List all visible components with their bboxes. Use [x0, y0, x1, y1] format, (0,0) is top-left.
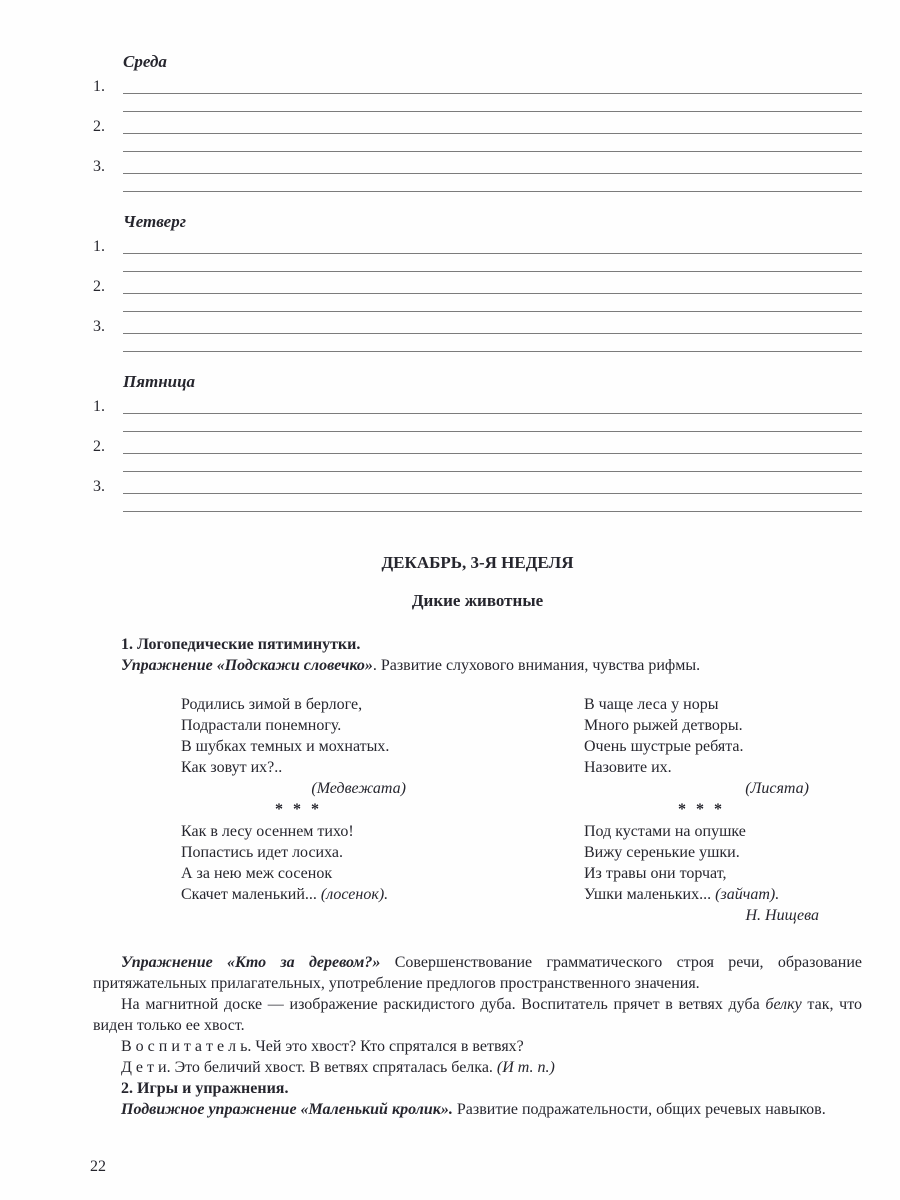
poem-line: В чаще леса у норы: [584, 696, 719, 713]
page-number: 22: [90, 1158, 106, 1175]
weekly-plan-section: [93, 50, 862, 512]
section-2-heading: 2. Игры и упражнения.: [121, 1080, 289, 1097]
writing-lines: [123, 76, 862, 112]
poem-author: Н. Нищева: [745, 907, 819, 924]
week-title: ДЕКАБРЬ, 3-Я НЕДЕЛЯ: [381, 553, 574, 572]
exercise-title: Подвижное упражнение «Маленький кролик».: [121, 1101, 453, 1118]
exercise-title: Упражнение «Подскажи словечко»: [121, 657, 373, 674]
ruled-line: [123, 76, 862, 94]
item-number: 3.: [93, 158, 105, 175]
writing-lines: [123, 236, 862, 272]
poem-line: Из травы они торчат,: [584, 865, 727, 882]
plan-item: [93, 76, 862, 112]
exercise-description: Совершенствование грамматического строя речи, образование притяжательных прилагательных, употребление предлогов пространственного значения.: [93, 954, 862, 992]
stars-separator: * * *: [678, 801, 725, 818]
item-number: 2.: [93, 438, 105, 455]
plan-item: [93, 156, 862, 192]
poem-column-left: [181, 694, 416, 926]
stars-separator: * * *: [275, 801, 322, 818]
ruled-line: [123, 494, 862, 512]
topic-title: Дикие животные: [411, 591, 544, 610]
poems-block: [181, 694, 862, 926]
item-number: 3.: [93, 318, 105, 335]
exercise-description: . Развитие слухового внимания, чувства рифмы.: [372, 657, 701, 674]
day-block-wednesday: [93, 50, 862, 192]
day-heading-wednesday: Среда: [123, 52, 167, 71]
poem-hare-leverets: [584, 821, 819, 926]
poem-line: Много рыжей детворы.: [584, 717, 743, 734]
day-block-friday: [93, 370, 862, 512]
writing-lines: [123, 436, 862, 472]
ruled-line: [123, 334, 862, 352]
item-number: 1.: [93, 238, 105, 255]
poem-line-text: Скачет маленький...: [181, 886, 321, 903]
ruled-line: [123, 236, 862, 254]
paragraph-text: На магнитной доске — изображение раскидистого дуба. Воспитатель прячет в ветвях дуба: [121, 996, 766, 1013]
plan-item: [93, 436, 862, 472]
poem-line: Вижу серенькие ушки.: [584, 844, 740, 861]
poem-line: Подрастали понемногу.: [181, 717, 342, 734]
poem-answer-inline: (зайчат).: [715, 886, 780, 903]
poem-line: Как в лесу осеннем тихо!: [181, 823, 354, 840]
poem-line: А за нею меж сосенок: [181, 865, 333, 882]
poem-answer: (Лисята): [745, 780, 809, 797]
poem-line: Назовите их.: [584, 759, 672, 776]
writing-lines: [123, 396, 862, 432]
poem-answer: (Медвежата): [311, 780, 406, 797]
ruled-line: [123, 294, 862, 312]
exercise-kto-za-derevom: [93, 952, 862, 994]
plan-item: [93, 476, 862, 512]
ruled-line: [123, 94, 862, 112]
dialog-teacher-line: В о с п и т а т е л ь. Чей это хвост? Кто спрятался в ветвях?: [121, 1038, 524, 1055]
ruled-line: [123, 116, 862, 134]
ruled-line: [123, 476, 862, 494]
plan-item: [93, 116, 862, 152]
exercise-malenkiy-krolik: [93, 1099, 862, 1120]
exercise-description: Развитие подражательности, общих речевых навыков.: [452, 1101, 826, 1118]
ruled-line: [123, 254, 862, 272]
ruled-line: [123, 414, 862, 432]
ruled-line: [123, 174, 862, 192]
exercise-podskaji-slovechko: [93, 655, 862, 676]
day-heading-friday: Пятница: [123, 372, 196, 391]
ruled-line: [123, 276, 862, 294]
plan-item: [93, 236, 862, 272]
poem-line: [584, 884, 819, 905]
poem-line: В шубках темных и мохнатых.: [181, 738, 390, 755]
ruled-line: [123, 436, 862, 454]
ruled-line: [123, 396, 862, 414]
day-heading-thursday: Четверг: [123, 212, 186, 231]
poem-line: Родились зимой в берлоге,: [181, 696, 363, 713]
exercise-kto-za-derevom-block: [93, 952, 862, 1120]
item-number: 2.: [93, 118, 105, 135]
writing-lines: [123, 276, 862, 312]
poem-fox-cubs: [584, 694, 819, 799]
plan-item: [93, 396, 862, 432]
dialog-text: Д е т и. Это беличий хвост. В ветвях спряталась белка.: [121, 1059, 497, 1076]
poem-column-right: [584, 694, 819, 926]
plan-item: [93, 316, 862, 352]
day-block-thursday: [93, 210, 862, 352]
poem-line-text: Ушки маленьких...: [584, 886, 716, 903]
item-number: 1.: [93, 78, 105, 95]
paragraph-text: так, что виден только ее хвост.: [93, 996, 862, 1034]
poem-bear-cubs: [181, 694, 416, 799]
writing-lines: [123, 316, 862, 352]
poem-line: Очень шустрые ребята.: [584, 738, 744, 755]
poem-line: [181, 884, 416, 905]
exercise-title: Упражнение «Кто за деревом?»: [121, 954, 381, 971]
item-number: 2.: [93, 278, 105, 295]
poem-answer-inline: (лосенок).: [320, 886, 389, 903]
poem-moose-calf: [181, 821, 416, 905]
writing-lines: [123, 116, 862, 152]
ruled-line: [123, 454, 862, 472]
poem-line: Под кустами на опушке: [584, 823, 746, 840]
writing-lines: [123, 476, 862, 512]
dialog-note: (И т. п.): [496, 1059, 555, 1076]
poem-line: Как зовут их?..: [181, 759, 283, 776]
section-1: [93, 634, 862, 676]
ruled-line: [123, 134, 862, 152]
paragraph-magnetic-board: [93, 994, 862, 1036]
section-1-heading: 1. Логопедические пятиминутки.: [121, 636, 361, 653]
item-number: 1.: [93, 398, 105, 415]
plan-item: [93, 276, 862, 312]
item-number: 3.: [93, 478, 105, 495]
emphasized-word: белку: [765, 996, 802, 1013]
ruled-line: [123, 316, 862, 334]
dialog-children-line: [93, 1057, 862, 1078]
writing-lines: [123, 156, 862, 192]
poem-line: Попастись идет лосиха.: [181, 844, 344, 861]
ruled-line: [123, 156, 862, 174]
